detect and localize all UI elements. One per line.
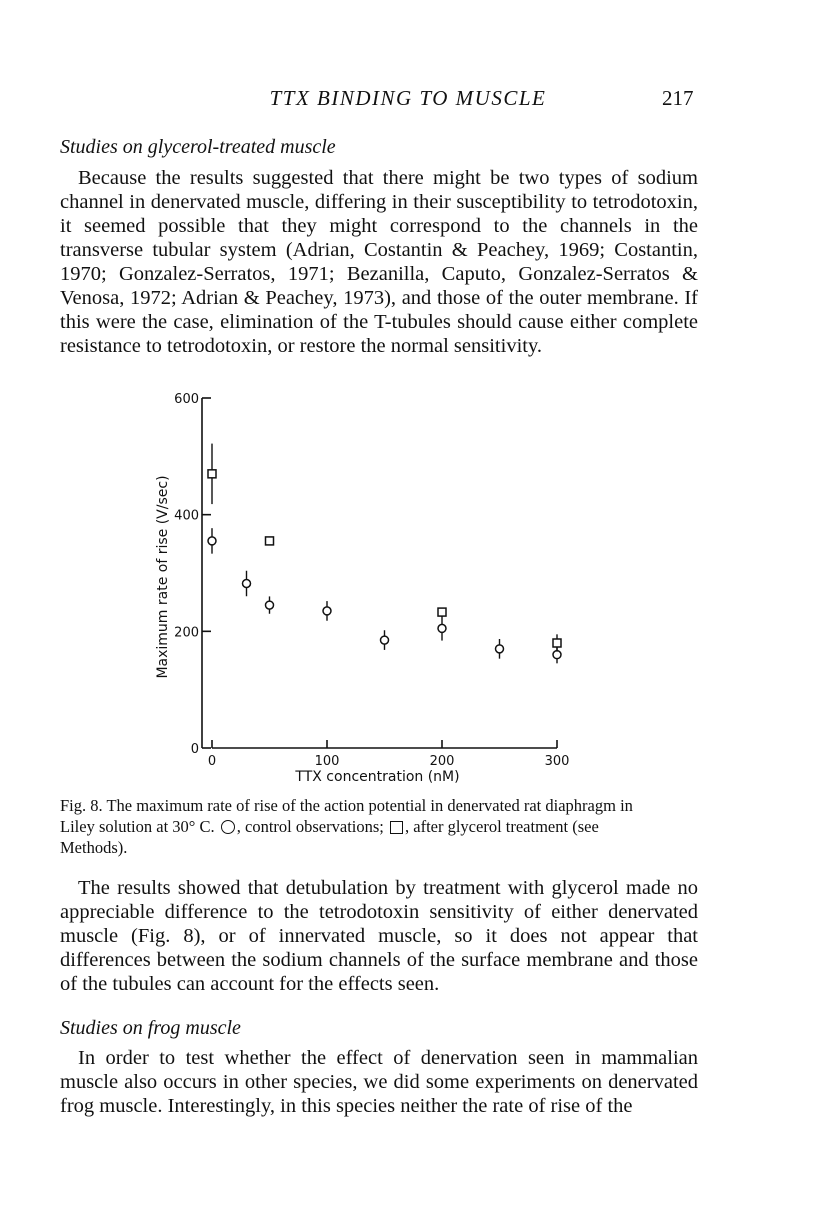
data-point-glycerol (208, 470, 216, 478)
paragraph-frog (60, 1046, 698, 1118)
y-axis-label: Maximum rate of rise (V/sec) (155, 475, 171, 679)
y-tick-label: 400 (174, 508, 199, 524)
data-point-control (243, 580, 251, 588)
data-point-glycerol (266, 537, 274, 545)
section-heading-frog: Studies on frog muscle (60, 1017, 241, 1039)
data-point-control (323, 607, 331, 615)
x-tick-label: 0 (207, 754, 217, 769)
x-tick-label: 100 (314, 754, 340, 769)
caption-text-3: , after glycerol treatment (see Methods). (60, 817, 599, 857)
data-point-control (381, 636, 389, 644)
figure-caption (60, 795, 668, 858)
data-point-control (266, 601, 274, 609)
data-point-control (496, 645, 504, 653)
paragraph-frog-text: In order to test whether the effect of denervation seen in mammalian muscle also occurs in other species, we did some experiments on denervated frog muscle. Interestingly, in this species neither the rate of rise of the (60, 1047, 698, 1117)
x-tick-label: 300 (544, 754, 570, 769)
data-point-glycerol (553, 639, 561, 647)
caption-text-2: , control observations; (236, 817, 384, 836)
section-heading-glycerol: Studies on glycerol-treated muscle (60, 136, 336, 158)
caption-text-1: Fig. 8. The maximum rate of rise of the action potential in denervated rat diaphragm in Liley solution at 30° C. (60, 796, 633, 836)
y-tick-label: 200 (174, 625, 199, 641)
data-point-control (438, 624, 446, 632)
data-point-control (553, 651, 561, 659)
circle-symbol-icon (221, 820, 235, 834)
x-axis-label: TTX concentration (nM) (295, 769, 460, 785)
page-number: 217 (662, 86, 694, 110)
y-tick-label: 600 (174, 392, 199, 407)
data-point-glycerol (438, 608, 446, 616)
paragraph-results-text: The results showed that detubulation by treatment with glycerol made no appreciable difference to the tetrodotoxin sensitivity of either denervated muscle (Fig. 8), or of innervated muscle, so it does not appear that differences between the sodium channels of the surface membrane and those of the tubules can account for the effects seen. (60, 877, 698, 995)
y-tick-label: 0 (190, 742, 199, 757)
paragraph-results (60, 876, 698, 996)
x-tick-label: 200 (429, 754, 455, 769)
running-header-title: TTX BINDING TO MUSCLE (269, 86, 547, 110)
data-point-control (208, 537, 216, 545)
square-symbol-icon (390, 821, 403, 834)
paragraph-glycerol-text: Because the results suggested that there might be two types of sodium channel in denervated muscle, differing in their susceptibility to tetrodotoxin, it seemed possible that they might correspond to the channels in the transverse tubular system (Adrian, Costantin & Peachey, 1969; Costantin, 1970; Gonzalez-Serratos, 1971; Bezanilla, Caputo, Gonzalez-Serratos & Venosa, 1972; Adrian & Peachey, 1973), and those of the outer membrane. If this were the case, elimination of the T-tubules should cause either complete resistance to tetrodotoxin, or restore the normal sensitivity. (60, 167, 698, 357)
